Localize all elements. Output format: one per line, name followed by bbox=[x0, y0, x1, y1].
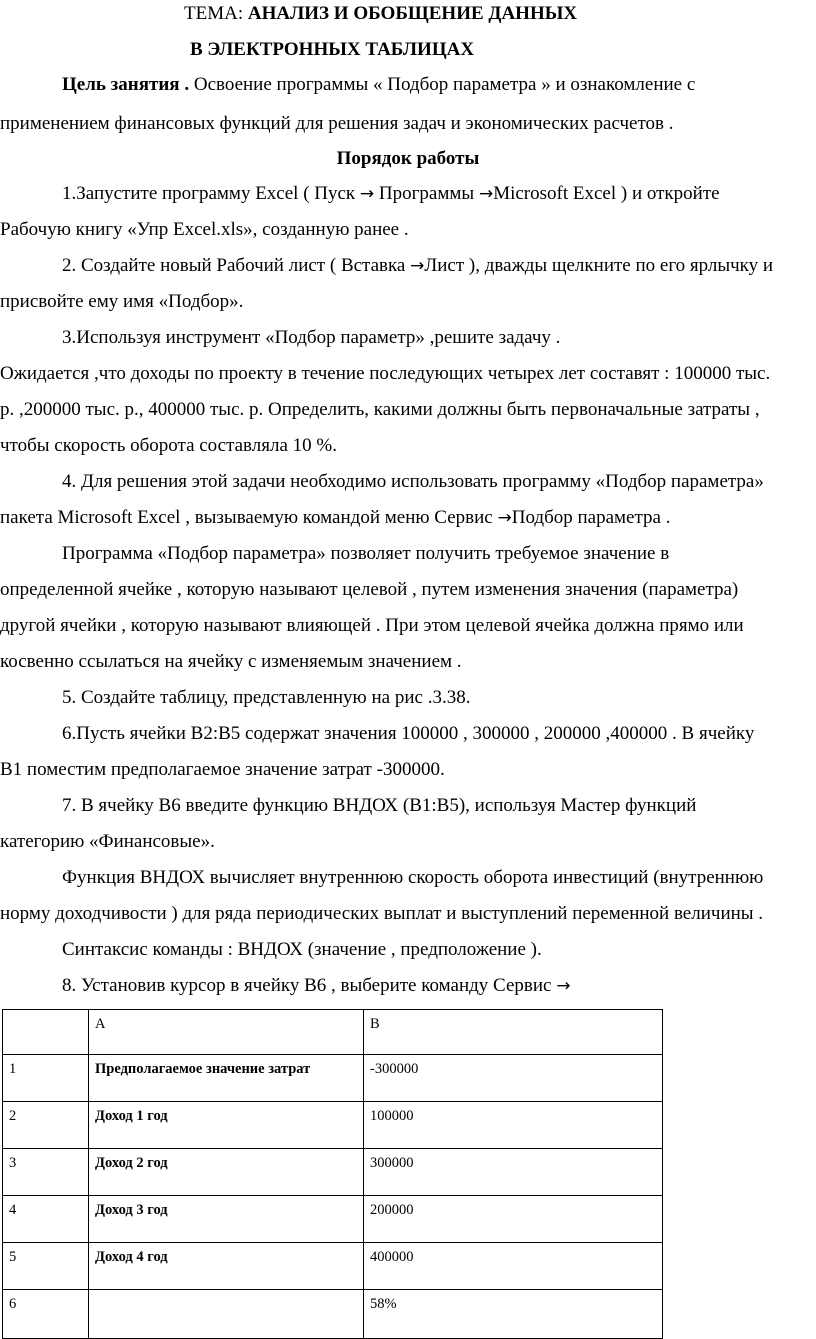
step6-line1: 6.Пусть ячейки В2:В5 содержат значения 100000 , 300000 , 200000 ,400000 . В ячейку bbox=[62, 723, 755, 744]
step3-line2: Ожидается ,что доходы по проекту в течение последующих четырех лет составят : 100000 тыс. bbox=[0, 363, 771, 384]
row-number: 5 bbox=[3, 1243, 89, 1290]
cell-label: Доход 2 год bbox=[89, 1149, 364, 1196]
row-number: 1 bbox=[3, 1055, 89, 1102]
table-row bbox=[3, 1149, 663, 1196]
title-prefix: ТЕМА: bbox=[184, 3, 248, 24]
document-title bbox=[184, 2, 577, 26]
row-number: 6 bbox=[3, 1290, 89, 1339]
row-number: 3 bbox=[3, 1149, 89, 1196]
table-row bbox=[3, 1290, 663, 1339]
step4-line2: пакета Microsoft Excel , вызываемую командой меню Сервис →Подбор параметра . bbox=[0, 507, 671, 528]
program-para-line4: косвенно ссылаться на ячейку с изменяемым значением . bbox=[0, 651, 462, 672]
function-para-line1: Функция ВНДОХ вычисляет внутреннюю скорость оборота инвестиций (внутреннюю bbox=[62, 867, 764, 888]
program-para-line2: определенной ячейке , которую называют целевой , путем изменения значения (параметра) bbox=[0, 579, 739, 600]
title-topic: АНАЛИЗ И ОБОБЩЕНИЕ ДАННЫХ bbox=[247, 3, 578, 24]
goal-label: Цель занятия . bbox=[62, 74, 190, 95]
step7-line2: категорию «Финансовые». bbox=[0, 831, 215, 852]
step8-line: 8. Установив курсор в ячейку В6 , выберите команду Сервис → bbox=[62, 975, 571, 996]
step3-line3: р. ,200000 тыс. р., 400000 тыс. р. Определить, какими должны быть первоначальные затраты , bbox=[0, 399, 760, 420]
cell-label: Доход 4 год bbox=[89, 1243, 364, 1290]
goal-line1 bbox=[62, 73, 695, 97]
row-number: 4 bbox=[3, 1196, 89, 1243]
cell-value: -300000 bbox=[364, 1055, 663, 1102]
arrow-right-icon: → bbox=[556, 976, 571, 996]
arrow-right-icon: → bbox=[497, 508, 512, 528]
cell-value: 400000 bbox=[364, 1243, 663, 1290]
cell-value: 300000 bbox=[364, 1149, 663, 1196]
spreadsheet-table bbox=[2, 1009, 663, 1339]
step1-line1: 1.Запустите программу Excel ( Пуск → Программы →Microsoft Excel ) и откройте bbox=[62, 183, 720, 204]
procedure-heading: Порядок работы bbox=[336, 148, 480, 169]
step3-line4: чтобы скорость оборота составляла 10 %. bbox=[0, 435, 337, 456]
arrow-right-icon: → bbox=[359, 184, 375, 204]
function-para-line2: норму доходчивости ) для ряда периодических выплат и выступлений переменной величины . bbox=[0, 903, 764, 924]
step2-line1: 2. Создайте новый Рабочий лист ( Вставка →Лист ), дважды щелкните по его ярлычку и bbox=[62, 255, 774, 276]
column-header-b: B bbox=[364, 1010, 663, 1055]
cell-label: Доход 3 год bbox=[89, 1196, 364, 1243]
row-number: 2 bbox=[3, 1102, 89, 1149]
goal-line2: применением финансовых функций для решения задач и экономических расчетов . bbox=[0, 113, 674, 134]
program-para-line3: другой ячейки , которую называют влияющей . При этом целевой ячейка должна прямо или bbox=[0, 615, 744, 636]
step2-line2: присвойте ему имя «Подбор». bbox=[0, 291, 244, 312]
arrow-right-icon: → bbox=[478, 184, 494, 204]
table-row bbox=[3, 1055, 663, 1102]
table-row bbox=[3, 1102, 663, 1149]
goal-text: Освоение программы « Подбор параметра » и ознакомление с bbox=[189, 74, 696, 95]
step1-line2: Рабочую книгу «Упр Excel.xls», созданную ранее . bbox=[0, 219, 409, 240]
arrow-right-icon: → bbox=[410, 256, 425, 276]
program-para-line1: Программа «Подбор параметра» позволяет получить требуемое значение в bbox=[62, 543, 670, 564]
corner-cell bbox=[3, 1010, 89, 1055]
cell-label: Предполагаемое значение затрат bbox=[89, 1055, 364, 1102]
table-row bbox=[3, 1243, 663, 1290]
step5-line: 5. Создайте таблицу, представленную на рис .3.38. bbox=[62, 687, 471, 708]
cell-value: 100000 bbox=[364, 1102, 663, 1149]
cell-label: Доход 1 год bbox=[89, 1102, 364, 1149]
step3-line1: 3.Используя инструмент «Подбор параметр» ,решите задачу . bbox=[62, 327, 561, 348]
cell-value: 200000 bbox=[364, 1196, 663, 1243]
syntax-line: Синтаксис команды : ВНДОХ (значение , предположение ). bbox=[62, 939, 542, 960]
column-header-a: A bbox=[89, 1010, 364, 1055]
table-header-row bbox=[3, 1010, 663, 1055]
cell-value: 58% bbox=[364, 1290, 663, 1339]
step4-line1: 4. Для решения этой задачи необходимо использовать программу «Подбор параметра» bbox=[62, 471, 764, 492]
step7-line1: 7. В ячейку В6 введите функцию ВНДОХ (В1:В5), используя Мастер функций bbox=[62, 795, 697, 816]
table-row bbox=[3, 1196, 663, 1243]
step6-line2: В1 поместим предполагаемое значение затрат -300000. bbox=[0, 759, 445, 780]
document-title-line2: В ЭЛЕКТРОННЫХ ТАБЛИЦАХ bbox=[190, 39, 475, 60]
cell-label bbox=[89, 1290, 364, 1339]
